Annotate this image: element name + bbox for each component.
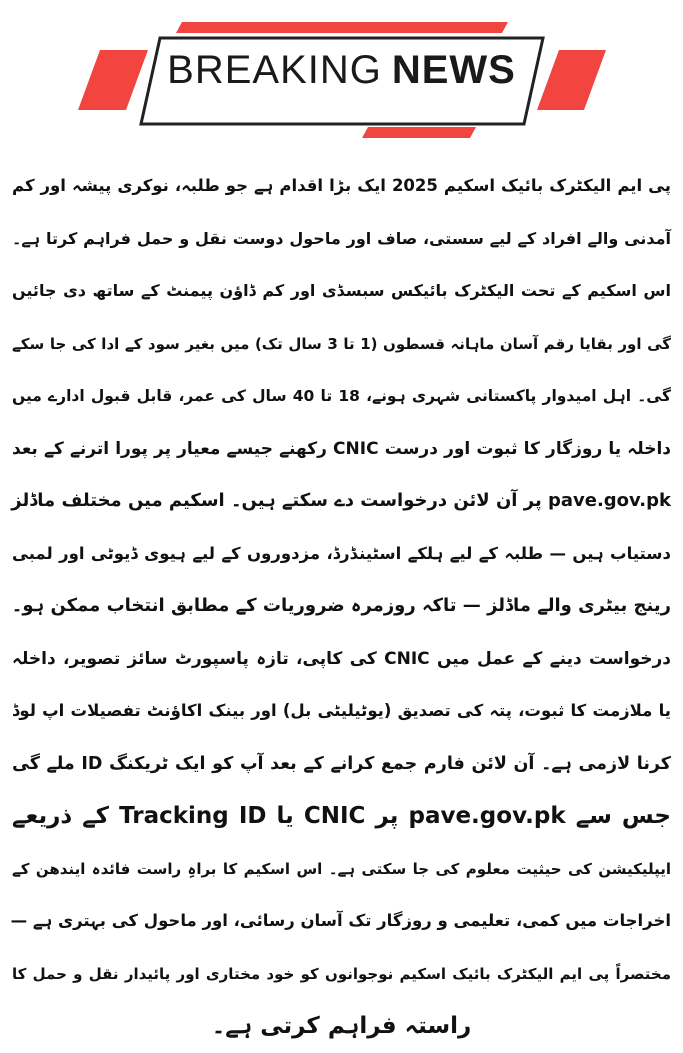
article-line: پی ایم الیکٹرک بائیک اسکیم 2025 ایک بڑا اقدام ہے جو طلبہ، نوکری پیشہ اور کم bbox=[12, 176, 671, 195]
article-line: داخلہ یا روزگار کا ثبوت اور درست CNIC رکھنے جیسے معیار پر پورا اترنے کے بعد bbox=[12, 438, 671, 459]
article-line: pave.gov.pk پر آن لائن درخواست دے سکتے ہیں۔ اسکیم میں مختلف ماڈلز bbox=[11, 490, 671, 511]
article-line: ایپلیکیشن کی حیثیت معلوم کی جا سکتی ہے۔ اس اسکیم کا براہِ راست فائدہ ایندھن کے bbox=[12, 859, 671, 878]
article-line: کرنا لازمی ہے۔ آن لائن فارم جمع کرانے کے بعد آپ کو ایک ٹریکنگ ID ملے گی bbox=[12, 753, 671, 774]
banner-top-stripe bbox=[176, 22, 508, 33]
article-line: درخواست دینے کے عمل میں CNIC کی کاپی، تازہ پاسپورٹ سائز تصویر، داخلہ bbox=[12, 648, 672, 669]
article-line: دستیاب ہیں — طلبہ کے لیے ہلکے اسٹینڈرڈ، مزدوروں کے لیے ہیوی ڈیوٹی اور لمبی bbox=[12, 543, 671, 563]
article-line: رینج بیٹری والے ماڈلز — تاکہ روزمرہ ضروریات کے مطابق انتخاب ممکن ہو۔ bbox=[11, 595, 671, 616]
article-line: اس اسکیم کے تحت الیکٹرک بائیکس سبسڈی اور کم ڈاؤن پیمنٹ کے ساتھ دی جائیں bbox=[12, 281, 671, 300]
banner-title-breaking: BREAKING bbox=[167, 48, 382, 92]
banner-title bbox=[0, 48, 683, 93]
article-line: گی اور بقایا رقم آسان ماہانہ قسطوں (1 تا 3 سال تک) میں بغیر سود کے ادا کی جا سکے bbox=[12, 334, 671, 353]
article-line: آمدنی والے افراد کے لیے سستی، صاف اور ماحول دوست نقل و حمل فراہم کرتا ہے۔ bbox=[12, 228, 671, 248]
article-line: مختصراً پی ایم الیکٹرک بائیک اسکیم نوجوانوں کو خود مختاری اور پائیدار نقل و حمل کا bbox=[12, 964, 671, 983]
banner-bottom-stripe bbox=[362, 127, 476, 138]
article-line: اخراجات میں کمی، تعلیمی و روزگار تک آسان رسائی، اور ماحول کی بہتری ہے — bbox=[10, 911, 671, 930]
article-line: یا ملازمت کا ثبوت، پتہ کی تصدیق (یوٹیلیٹی بل) اور بینک اکاؤنٹ تفصیلات اپ لوڈ bbox=[12, 701, 671, 720]
article-body bbox=[12, 160, 671, 1053]
article-line: جس سے pave.gov.pk پر CNIC یا Tracking ID کے ذریعے bbox=[12, 803, 671, 829]
article-line: راستہ فراہم کرتی ہے۔ bbox=[211, 1013, 472, 1039]
article-line: گی۔ اہل امیدوار پاکستانی شہری ہونے، 18 تا 40 سال کی عمر، قابل قبول ادارے میں bbox=[12, 387, 671, 405]
banner-title-news: NEWS bbox=[391, 48, 516, 92]
breaking-news-banner bbox=[0, 0, 683, 150]
